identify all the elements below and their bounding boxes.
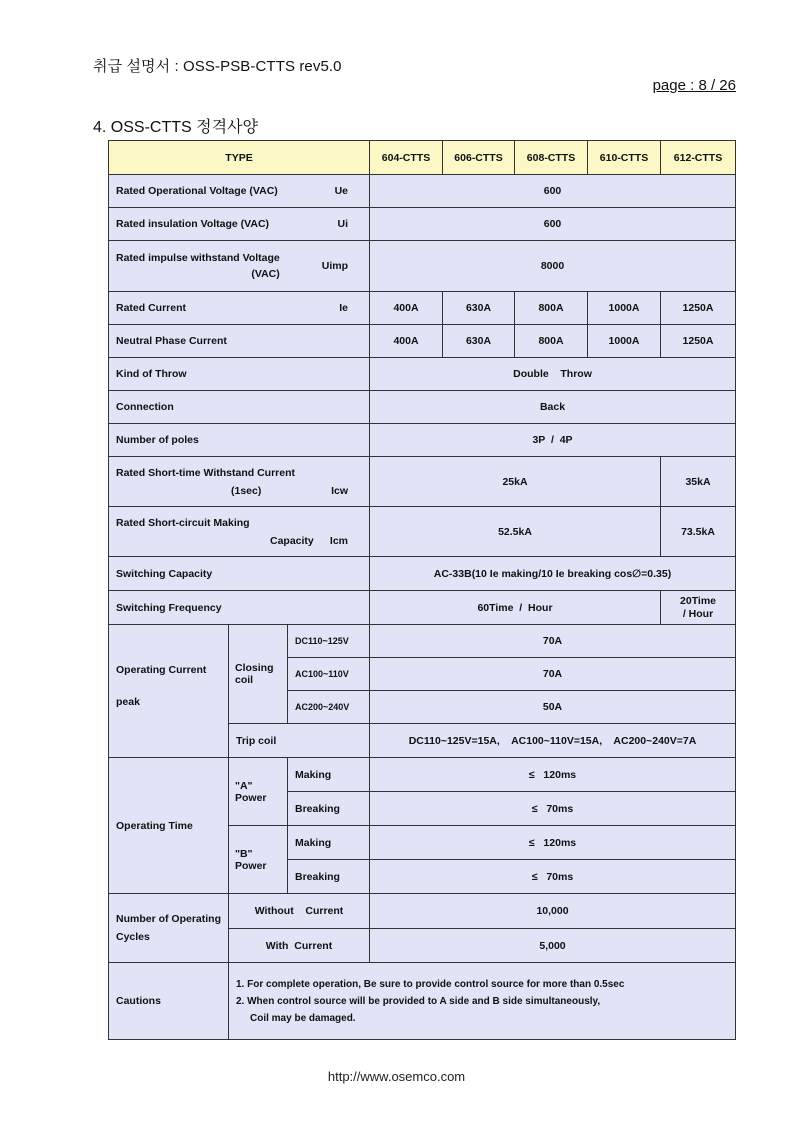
row-switching-frequency [109,591,736,625]
model-612: 612-CTTS [661,141,736,175]
sub-label: With Current [229,929,370,963]
row-label-capacity: Capacity [270,534,314,547]
model-610: 610-CTTS [588,141,661,175]
row-label: Neutral Phase Current [109,325,370,358]
row-rated-insulation-voltage [109,208,736,241]
value-604-610: 52.5kA [370,507,661,557]
row-label-peak: peak [116,696,140,708]
value-606: 630A [443,325,515,358]
row-label: Operating Time [109,758,229,894]
value: ≤ 70ms [370,792,736,826]
page-number: page : 8 / 26 [652,77,736,94]
trip-coil-label: Trip coil [229,724,370,758]
value-612: 1250A [661,292,736,325]
value: 8000 [370,241,736,292]
symbol: Icw [331,484,349,497]
footer-url: http://www.osemco.com [327,1069,466,1084]
row-number-of-poles [109,424,736,457]
row-label: Operating Current [116,664,207,676]
type-header: TYPE [109,141,370,175]
value-604: 400A [370,292,443,325]
row-neutral-phase-current [109,325,736,358]
value: ≤ 120ms [370,758,736,792]
value: AC-33B(10 Ie making/10 Ie breaking cos∅=0.35) [370,557,736,591]
row-kind-of-throw [109,358,736,391]
row-label-2: Cycles [116,931,150,943]
caution-line-2: 2. When control source will be provided to A side and B side simultaneously, [236,995,601,1007]
row-label: Connection [109,391,370,424]
power-group-label-2: Power [235,791,267,804]
value: 70A [370,625,736,658]
row-label: Rated Operational Voltage (VAC) [116,185,278,197]
row-label-duration: (1sec) [231,484,262,497]
value: ≤ 70ms [370,860,736,894]
row-label: Rated impulse withstand Voltage [116,252,280,264]
value: 3P / 4P [370,424,736,457]
row-rated-current [109,292,736,325]
caution-line-1: 1. For complete operation, Be sure to provide control source for more than 0.5sec [236,978,625,990]
row-label: Number of Operating [116,913,222,925]
header-row [109,141,736,175]
sub-label: Making [288,826,370,860]
section-title: 4. OSS-CTTS 정격사양 [93,119,258,136]
symbol: Ie [339,302,349,314]
voltage-label: AC100~110V [288,658,370,691]
row-short-circuit-making [109,507,736,557]
value: 50A [370,691,736,724]
value-604-610: 25kA [370,457,661,507]
power-group-label-2: Power [235,859,267,872]
symbol: Ue [334,185,349,197]
row-rated-impulse-voltage [109,241,736,292]
value: 5,000 [370,929,736,963]
row-label: Switching Frequency [109,591,370,625]
sub-label: Breaking [288,792,370,826]
value: 600 [370,175,736,208]
value: ≤ 120ms [370,826,736,860]
value-610: 1000A [588,292,661,325]
sub-label: Making [288,758,370,792]
value-608: 800A [515,325,588,358]
row-label: Rated insulation Voltage (VAC) [116,218,270,230]
value-612: 1250A [661,325,736,358]
value-612: 35kA [661,457,736,507]
symbol: Ui [337,218,349,230]
value: DC110~125V=15A, AC100~110V=15A, AC200~240V=7A [370,724,736,758]
model-608: 608-CTTS [515,141,588,175]
model-606: 606-CTTS [443,141,515,175]
value-612-line2: / Hour [682,607,714,620]
sub-label: Breaking [288,860,370,894]
voltage-label: DC110~125V [288,625,370,658]
value: Back [370,391,736,424]
row-label-unit: (VAC) [251,268,280,280]
power-group-label: "A" [235,779,253,792]
value-606: 630A [443,292,515,325]
row-rated-operational-voltage [109,175,736,208]
closing-coil-label: Closing [235,662,274,674]
row-operating-current-dc110 [109,625,736,658]
row-label: Rated Short-circuit Making [116,516,250,529]
value: 10,000 [370,894,736,929]
row-label: Kind of Throw [109,358,370,391]
symbol: Uimp [321,260,349,272]
row-label: Switching Capacity [109,557,370,591]
document-title: 취급 설명서 : OSS-PSB-CTTS rev5.0 [93,58,342,75]
spec-table [108,140,736,1040]
sub-label: Without Current [229,894,370,929]
value-604: 400A [370,325,443,358]
row-cautions [109,963,736,1040]
row-label: Rated Current [116,302,187,314]
value: 600 [370,208,736,241]
row-label: Rated Short-time Withstand Current [116,466,295,479]
row-cycles-without-current [109,894,736,929]
model-604: 604-CTTS [370,141,443,175]
value-610: 1000A [588,325,661,358]
caution-line-3: Coil may be damaged. [250,1012,356,1024]
row-short-time-withstand [109,457,736,507]
value-612: 73.5kA [661,507,736,557]
row-switching-capacity [109,557,736,591]
value-608: 800A [515,292,588,325]
voltage-label: AC200~240V [288,691,370,724]
value: 70A [370,658,736,691]
value-604-610: 60Time / Hour [370,591,661,625]
row-label: Number of poles [109,424,370,457]
power-group-label: "B" [235,847,253,860]
symbol: Icm [329,534,349,547]
value-612-line1: 20Time [680,594,717,607]
closing-coil-label-2: coil [235,674,254,686]
row-label: Cautions [109,963,229,1040]
value: Double Throw [370,358,736,391]
row-operating-time-a-making [109,758,736,792]
row-connection [109,391,736,424]
